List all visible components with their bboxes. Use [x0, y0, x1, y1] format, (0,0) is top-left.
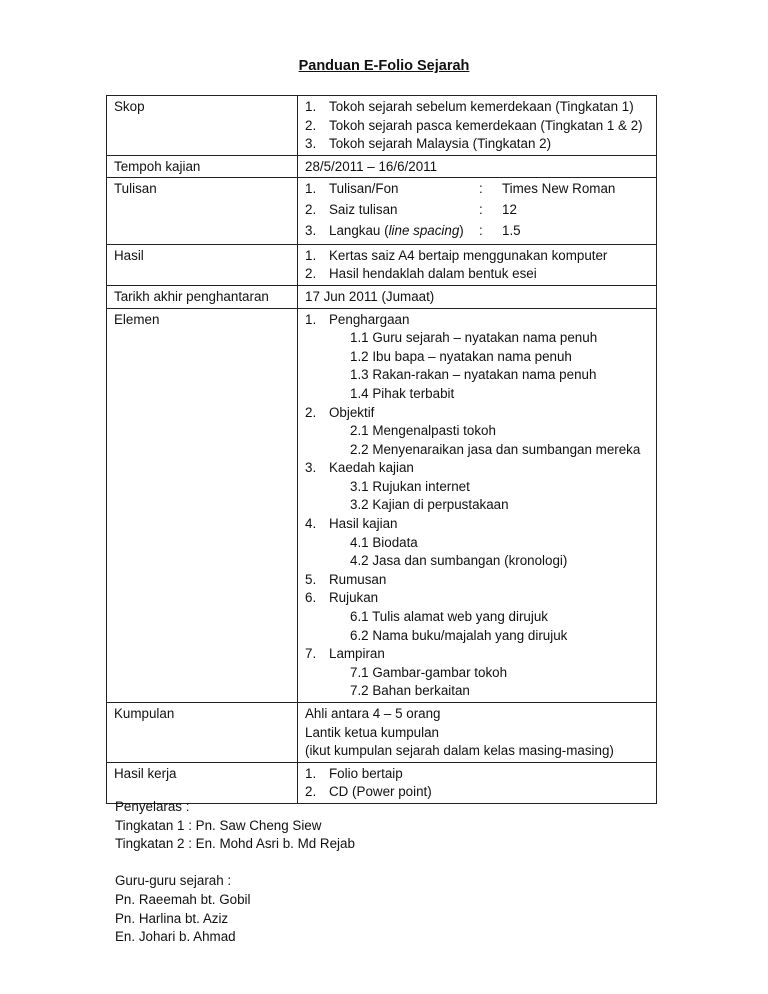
page-title: Panduan E-Folio Sejarah	[298, 58, 470, 74]
row-label: Hasil kerja	[107, 762, 298, 803]
sub-item: 1.2 Ibu bapa – nyatakan nama penuh	[350, 348, 572, 364]
text-line: Lantik ketua kumpulan	[305, 724, 439, 740]
table-row-skop	[107, 96, 657, 156]
list-item: 1. Tulisan/Fon : Times New Roman	[305, 181, 616, 197]
sub-item: 1.4 Pihak terbabit	[350, 385, 455, 401]
row-value: 28/5/2011 – 16/6/2011	[298, 155, 657, 178]
section-item: 4. Hasil kajian	[305, 516, 398, 532]
row-content	[298, 308, 657, 702]
row-label: Skop	[107, 96, 298, 156]
row-content	[298, 244, 657, 285]
row-label: Elemen	[107, 308, 298, 702]
row-label: Tempoh kajian	[107, 155, 298, 178]
table-row-tarikh	[107, 285, 657, 308]
list-item: 2. Saiz tulisan : 12	[305, 202, 517, 218]
section-item: 6. Rujukan	[305, 590, 379, 606]
sub-item: 1.1 Guru sejarah – nyatakan nama penuh	[350, 330, 598, 346]
sub-item: 4.2 Jasa dan sumbangan (kronologi)	[350, 553, 568, 569]
list-item: 1. Kertas saiz A4 bertaip menggunakan komputer	[305, 247, 608, 263]
list-item: 3. Tokoh sejarah Malaysia (Tingkatan 2)	[305, 136, 552, 152]
guru-line: Pn. Harlina bt. Aziz	[115, 910, 229, 926]
table-row-elemen	[107, 308, 657, 702]
text-line: (ikut kumpulan sejarah dalam kelas masing-masing)	[305, 743, 614, 759]
row-label: Kumpulan	[107, 703, 298, 763]
footer-notes	[115, 798, 355, 947]
sub-item: 1.3 Rakan-rakan – nyatakan nama penuh	[350, 367, 597, 383]
section-item: 5. Rumusan	[305, 571, 387, 587]
row-content	[298, 703, 657, 763]
sub-item: 6.2 Nama buku/majalah yang dirujuk	[350, 627, 568, 643]
sub-item: 3.2 Kajian di perpustakaan	[350, 497, 509, 513]
row-label: Tarikh akhir penghantaran	[107, 285, 298, 308]
row-value: 17 Jun 2011 (Jumaat)	[298, 285, 657, 308]
list-item: 2. Tokoh sejarah pasca kemerdekaan (Tingkatan 1 & 2)	[305, 117, 643, 133]
sub-item: 3.1 Rujukan internet	[350, 478, 470, 494]
list-item: 3. Langkau (line spacing) : 1.5	[305, 222, 521, 238]
sub-item: 7.1 Gambar-gambar tokoh	[350, 664, 508, 680]
section-item: 7. Lampiran	[305, 646, 385, 662]
guru-heading: Guru-guru sejarah :	[115, 873, 232, 889]
sub-item: 7.2 Bahan berkaitan	[350, 683, 470, 699]
guide-table	[106, 95, 657, 804]
list-item: 1. Folio bertaip	[305, 765, 403, 781]
penyelaras-line: Tingkatan 2 : En. Mohd Asri b. Md Rejab	[115, 836, 355, 852]
penyelaras-heading: Penyelaras :	[115, 799, 190, 814]
row-label: Hasil	[107, 244, 298, 285]
sub-item: 2.1 Mengenalpasti tokoh	[350, 423, 496, 439]
row-content	[298, 96, 657, 156]
sub-item: 2.2 Menyenaraikan jasa dan sumbangan mereka	[350, 441, 641, 457]
list-item: 2. Hasil hendaklah dalam bentuk esei	[305, 266, 537, 282]
row-content	[298, 178, 657, 244]
section-item: 2. Objektif	[305, 404, 375, 420]
row-label: Tulisan	[107, 178, 298, 244]
section-item: 3. Kaedah kajian	[305, 460, 414, 476]
sub-item: 4.1 Biodata	[350, 534, 418, 550]
guru-line: En. Johari b. Ahmad	[115, 929, 236, 945]
section-item: 1. Penghargaan	[305, 311, 410, 327]
penyelaras-line: Tingkatan 1 : Pn. Saw Cheng Siew	[115, 817, 322, 833]
table-row-tulisan	[107, 178, 657, 244]
table-row-tempoh	[107, 155, 657, 178]
list-item: 2. CD (Power point)	[305, 784, 432, 800]
table-row-hasil	[107, 244, 657, 285]
table-row-kumpulan	[107, 703, 657, 763]
guru-line: Pn. Raeemah bt. Gobil	[115, 891, 251, 907]
sub-item: 6.1 Tulis alamat web yang dirujuk	[350, 609, 548, 625]
list-item: 1. Tokoh sejarah sebelum kemerdekaan (Tingkatan 1)	[305, 99, 634, 114]
text-line: Ahli antara 4 – 5 orang	[305, 706, 441, 722]
